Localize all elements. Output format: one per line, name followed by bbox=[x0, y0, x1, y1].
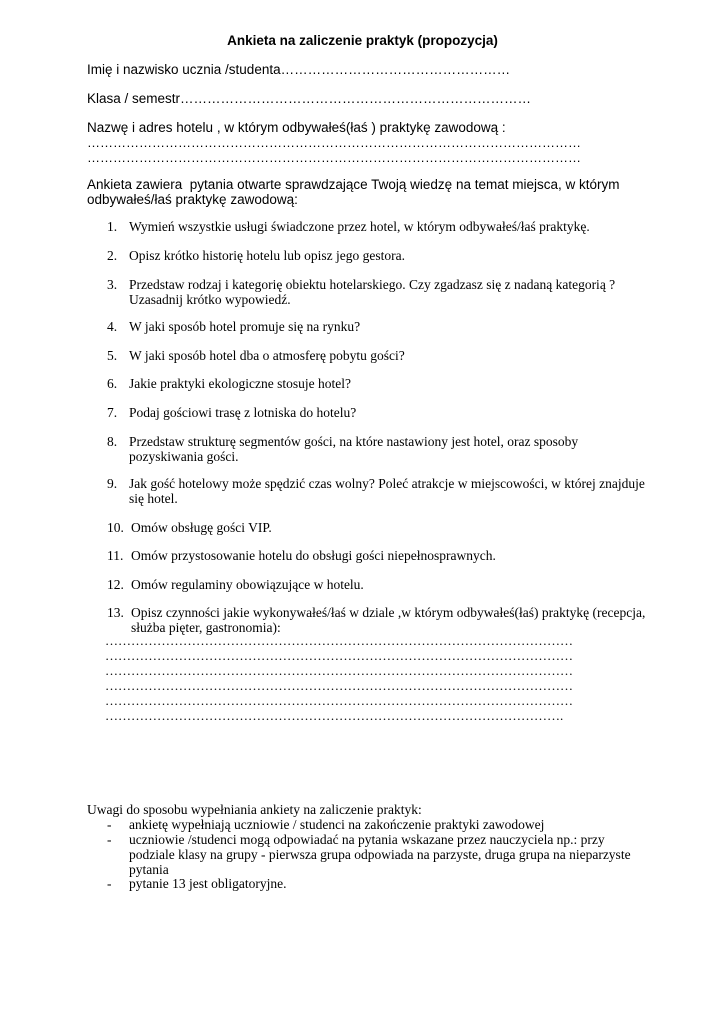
question-number: 1. bbox=[107, 219, 118, 234]
note-text: pytanie 13 jest obligatoryjne. bbox=[129, 876, 287, 891]
note-dash: - bbox=[107, 817, 112, 832]
question-number: 7. bbox=[107, 405, 118, 420]
question-text: W jaki sposób hotel dba o atmosferę pobytu gości? bbox=[129, 348, 405, 363]
note-dash: - bbox=[107, 876, 112, 891]
question-text: W jaki sposób hotel promuje się na rynku? bbox=[129, 319, 361, 334]
name-field: Imię i nazwisko ucznia /studenta…………………………………………… bbox=[87, 62, 511, 77]
question-number: 6. bbox=[107, 376, 118, 391]
question-text: Omów regulaminy obowiązujące w hotelu. bbox=[131, 577, 364, 592]
note-text: ankietę wypełniają uczniowie / studenci na zakończenie praktyki zawodowej bbox=[129, 817, 545, 832]
hotel-line-1: …………………………………………………………………………………………………… bbox=[87, 135, 581, 150]
hotel-label: Nazwę i adres hotelu , w którym odbywałeś(łaś ) praktykę zawodową : bbox=[87, 120, 506, 135]
answer-line: ……………………………………………………………………………………………… bbox=[105, 648, 573, 663]
question-text: Wymień wszystkie usługi świadczone przez hotel, w którym odbywałeś/łaś praktykę. bbox=[129, 219, 590, 234]
answer-line: ……………………………………………………………………………………………… bbox=[105, 663, 573, 678]
notes-title: Uwagi do sposobu wypełniania ankiety na zaliczenie praktyk: bbox=[87, 802, 422, 817]
question-text: Przedstaw rodzaj i kategorię obiektu hotelarskiego. Czy zgadzasz się z nadaną kategorią ? Uzasadnij krótko wypowiedź. bbox=[129, 277, 616, 307]
question-number: 10. bbox=[107, 520, 124, 535]
question-text: Omów przystosowanie hotelu do obsługi gości niepełnosprawnych. bbox=[131, 548, 496, 563]
question-number: 5. bbox=[107, 348, 118, 363]
document-title: Ankieta na zaliczenie praktyk (propozycja) bbox=[227, 33, 498, 48]
question-number: 9. bbox=[107, 476, 118, 491]
question-text: Podaj gościowi trasę z lotniska do hotelu? bbox=[129, 405, 357, 420]
question-number: 3. bbox=[107, 277, 118, 292]
answer-line: ……………………………………………………………………………………………. bbox=[105, 708, 564, 723]
answer-line: ……………………………………………………………………………………………… bbox=[105, 678, 573, 693]
question-text: Omów obsługę gości VIP. bbox=[131, 520, 272, 535]
note-dash: - bbox=[107, 832, 112, 847]
question-text: Jakie praktyki ekologiczne stosuje hotel? bbox=[129, 376, 351, 391]
question-number: 8. bbox=[107, 434, 118, 449]
question-number: 11. bbox=[107, 548, 124, 563]
question-number: 4. bbox=[107, 319, 118, 334]
question-text: Jak gość hotelowy może spędzić czas wolny? Poleć atrakcje w miejscowości, w której znajduje się hotel. bbox=[129, 476, 645, 506]
class-field: Klasa / semestr…………………………………………………………………… bbox=[87, 91, 532, 106]
note-text: uczniowie /studenci mogą odpowiadać na pytania wskazane przez nauczyciela np.: przy podziale klasy na grupy - pierwsza grupa odpowiada na parzyste, druga grupa na nieparzyste pytania bbox=[129, 832, 631, 877]
answer-line: ……………………………………………………………………………………………… bbox=[105, 633, 573, 648]
intro-line-1: Ankieta zawiera pytania otwarte sprawdzające Twoją wiedzę na temat miejsca, w którym bbox=[87, 177, 620, 192]
hotel-line-2: …………………………………………………………………………………………………… bbox=[87, 150, 581, 165]
question-text: Przedstaw strukturę segmentów gości, na które nastawiony jest hotel, oraz sposoby pozyskiwania gości. bbox=[129, 434, 579, 464]
answer-line: ……………………………………………………………………………………………… bbox=[105, 693, 573, 708]
intro-line-2: odbywałeś/łaś praktykę zawodową: bbox=[87, 192, 298, 207]
question-text: Opisz krótko historię hotelu lub opisz jego gestora. bbox=[129, 248, 405, 263]
question-number: 2. bbox=[107, 248, 118, 263]
question-number: 12. bbox=[107, 577, 124, 592]
question-text: Opisz czynności jakie wykonywałeś/łaś w dziale ,w którym odbywałeś(łaś) praktykę (recepcja, służba pięter, gastronomia): bbox=[131, 605, 646, 635]
question-number: 13. bbox=[107, 605, 124, 620]
